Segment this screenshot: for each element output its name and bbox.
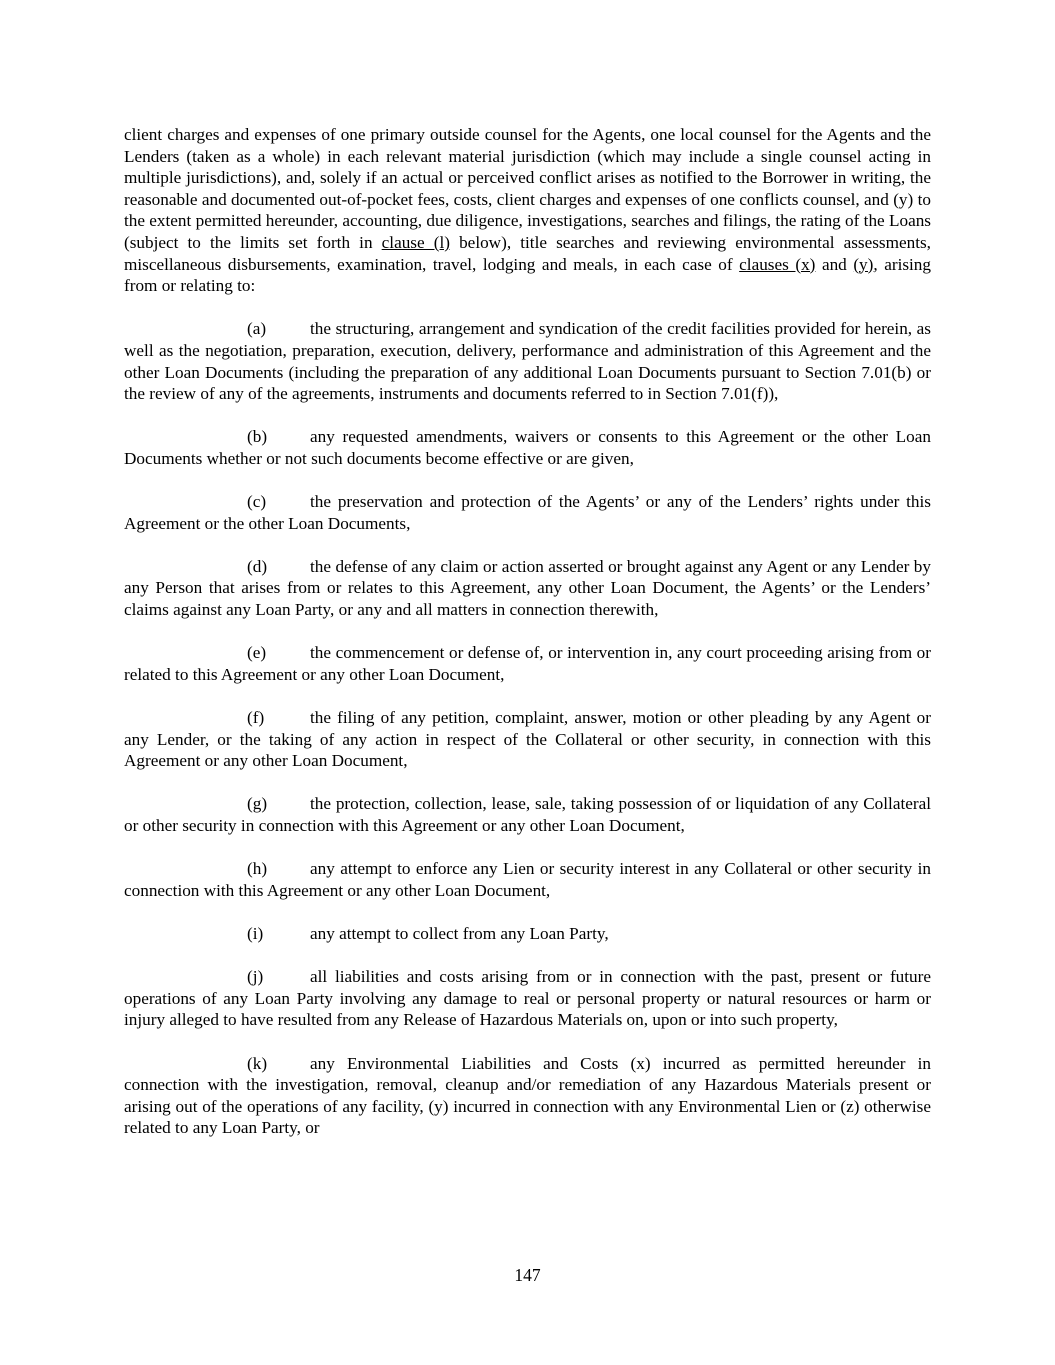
clause-label: (g) xyxy=(247,794,268,814)
clause-label: (j) xyxy=(247,967,264,987)
intro-text-3: and xyxy=(815,254,854,274)
clause-text: the structuring, arrangement and syndication of the credit facilities provided for herein, as well as the negotiation, preparation, execution, delivery, performance and administration of this Agreement and the other Loan Documents (including the preparation of any additional Loan Documents pursuant to Section 7.01(b) or the review of any of the agreements, instruments and documents referred to in Section 7.01(f)), xyxy=(124,319,931,404)
clause-text: the preservation and protection of the Agents’ or any of the Lenders’ rights under this Agreement or the other Loan Documents, xyxy=(124,492,931,533)
intro-text-1: client charges and expenses of one primary outside counsel for the Agents, one local counsel for the Agents and the Lenders (taken as a whole) in each relevant material jurisdiction (which may include a single counsel acting in multiple jurisdictions), and, solely if an actual or perceived conflict arises as notified to the Borrower in writing, the reasonable and documented out-of-pocket fees, costs, client charges and expenses of one conflicts counsel, and (y) to the extent permitted hereunder, accounting, due diligence, investigations, searches and filings, the rating of the Loans (subject to the limits set forth in xyxy=(124,125,931,252)
clause-text: any attempt to collect from any Loan Party, xyxy=(310,923,609,943)
clause-label: (k) xyxy=(247,1053,268,1073)
clause-label: (c) xyxy=(247,492,267,512)
clause-label: (f) xyxy=(247,708,265,728)
clause-x-reference: clauses (x) xyxy=(739,254,816,274)
clause-f xyxy=(124,707,931,772)
clause-text: any Environmental Liabilities and Costs (x) incurred as permitted hereunder in connection with the investigation, removal, cleanup and/or remediation of any Hazardous Materials present or arising out of the operations of any facility, (y) incurred in connection with any Environmental Lien or (z) otherwise related to any Loan Party, or xyxy=(124,1053,931,1138)
clause-y-reference: (y) xyxy=(853,254,874,274)
intro-text-2: below), title searches and reviewing environmental assessments, miscellaneous disbursements, examination, travel, lodging and meals, in each case of xyxy=(124,232,931,274)
clause-label: (h) xyxy=(247,859,268,879)
clause-text: the protection, collection, lease, sale, taking possession of or liquidation of any Collateral or other security in connection with this Agreement or any other Loan Document, xyxy=(124,794,931,835)
clause-k xyxy=(124,1053,931,1139)
clause-label: (i) xyxy=(247,923,264,943)
clause-label: (a) xyxy=(247,319,267,339)
intro-text-4: , arising from or relating to: xyxy=(124,254,931,296)
clause-text: any requested amendments, waivers or consents to this Agreement or the other Loan Documents whether or not such documents become effective or are given, xyxy=(124,427,931,468)
page-number: 147 xyxy=(514,1265,541,1285)
clause-a xyxy=(124,318,931,404)
clause-i xyxy=(124,923,931,945)
clause-text: any attempt to enforce any Lien or security interest in any Collateral or other security in connection with this Agreement or any other Loan Document, xyxy=(124,859,931,900)
clause-text: the defense of any claim or action asserted or brought against any Agent or any Lender by any Person that arises from or relates to this Agreement, any other Loan Document, the Agents’ or the Lenders’ claims against any Loan Party, or any and all matters in connection therewith, xyxy=(124,556,931,620)
clause-l-reference: clause (l) xyxy=(381,232,450,252)
clause-label: (d) xyxy=(247,556,268,576)
clause-g xyxy=(124,793,931,836)
clause-text: the filing of any petition, complaint, answer, motion or other pleading by any Agent or any Lender, or the taking of any action in respect of the Collateral or other security, in connection with this Agreement or any other Loan Document, xyxy=(124,708,931,771)
clause-e xyxy=(124,642,931,685)
intro-paragraph xyxy=(124,124,931,297)
document-body xyxy=(124,124,931,1161)
clause-c xyxy=(124,491,931,534)
clause-d xyxy=(124,556,931,621)
clause-label: (e) xyxy=(247,643,267,663)
clause-j xyxy=(124,966,931,1031)
clause-text: the commencement or defense of, or intervention in, any court proceeding arising from or related to this Agreement or any other Loan Document, xyxy=(124,643,931,684)
clause-b xyxy=(124,426,931,469)
clause-text: all liabilities and costs arising from or in connection with the past, present or future operations of any Loan Party involving any damage to real or personal property or natural resources or harm or injury alleged to have resulted from any Release of Hazardous Materials on, upon or into such property, xyxy=(124,967,931,1030)
clause-label: (b) xyxy=(247,427,268,447)
clause-h xyxy=(124,858,931,901)
